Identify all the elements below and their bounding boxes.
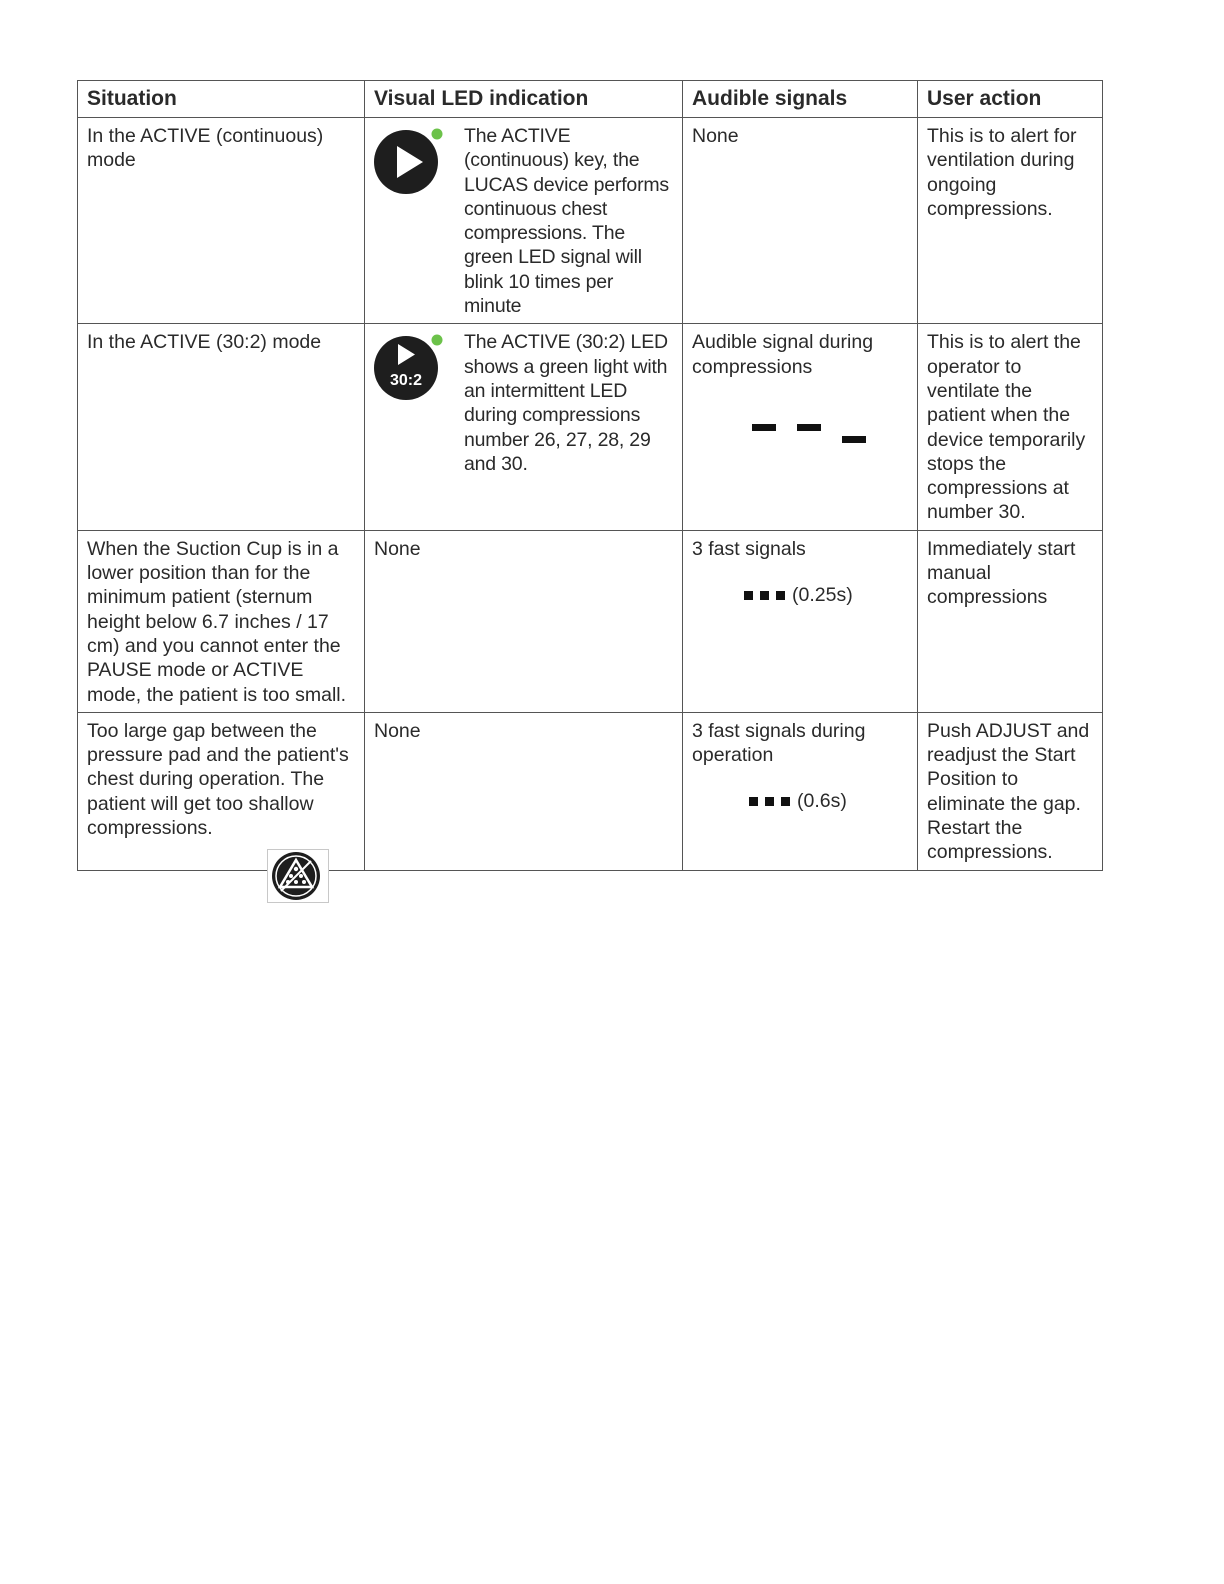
audible-cell xyxy=(683,712,918,870)
audible-text: 3 fast signals during operation xyxy=(692,719,866,767)
header-audible: Audible signals xyxy=(683,81,918,118)
play-continuous-icon xyxy=(373,126,443,196)
led-description: The ACTIVE (30:2) LED shows a green light with an intermittent LED during compressions number 26, 27, 28, 29 and 30. xyxy=(464,331,668,475)
led-cell xyxy=(365,324,683,530)
audible-cell xyxy=(683,530,918,712)
table-row xyxy=(78,712,1103,870)
action-cell: Push ADJUST and readjust the Start Position to eliminate the gap. Restart the compressions. xyxy=(918,712,1103,870)
situation-cell: Too large gap between the pressure pad and the patient's chest during operation. The patient will get too shallow compressions. xyxy=(78,712,365,870)
beep-pattern-icon xyxy=(752,424,872,454)
beep-square-icon xyxy=(744,591,753,600)
table-row xyxy=(78,118,1103,324)
beep-square-icon xyxy=(749,797,758,806)
table-row xyxy=(78,324,1103,530)
beep-square-icon xyxy=(781,797,790,806)
audible-cell xyxy=(683,324,918,530)
led-description: The ACTIVE (continuous) key, the LUCAS device performs continuous chest compressions. The green LED signal will blink 10 times per minute xyxy=(464,125,669,318)
led-cell: None xyxy=(365,530,683,712)
beep-square-icon xyxy=(760,591,769,600)
header-user-action: User action xyxy=(918,81,1103,118)
beep-square-icon xyxy=(776,591,785,600)
header-situation: Situation xyxy=(78,81,365,118)
beep-timing: (0.25s) xyxy=(792,584,853,607)
fast-beep-pattern xyxy=(749,789,908,813)
situation-cell: In the ACTIVE (30:2) mode xyxy=(78,324,365,530)
green-led-icon xyxy=(432,335,443,346)
audible-text: Audible signal during compressions xyxy=(692,331,874,378)
fast-beep-pattern xyxy=(744,583,908,607)
led-cell: None xyxy=(365,712,683,870)
header-visual-led: Visual LED indication xyxy=(365,81,683,118)
green-led-icon xyxy=(432,129,443,140)
audible-cell: None xyxy=(683,118,918,324)
beep-timing: (0.6s) xyxy=(797,790,847,813)
audible-text: 3 fast signals xyxy=(692,537,806,560)
beep-square-icon xyxy=(765,797,774,806)
beep-pattern xyxy=(692,379,908,499)
action-cell: This is to alert the operator to ventilate the patient when the device temporarily stops the compressions at number 30. xyxy=(918,324,1103,530)
mode-label: 30:2 xyxy=(389,372,423,390)
patient-warning-icon xyxy=(267,849,329,903)
table-row xyxy=(78,530,1103,712)
situation-cell: In the ACTIVE (continuous) mode xyxy=(78,118,365,324)
header-row xyxy=(78,81,1103,118)
alarm-signals-table xyxy=(77,80,1103,871)
led-cell xyxy=(365,118,683,324)
play-30-2-icon xyxy=(373,332,443,402)
action-cell: This is to alert for ventilation during ongoing compressions. xyxy=(918,118,1103,324)
situation-cell: When the Suction Cup is in a lower position than for the minimum patient (sternum height below 6.7 inches / 17 cm) and you cannot enter the PAUSE mode or ACTIVE mode, the patient is too small. xyxy=(78,530,365,712)
action-cell: Immediately start manual compressions xyxy=(918,530,1103,712)
